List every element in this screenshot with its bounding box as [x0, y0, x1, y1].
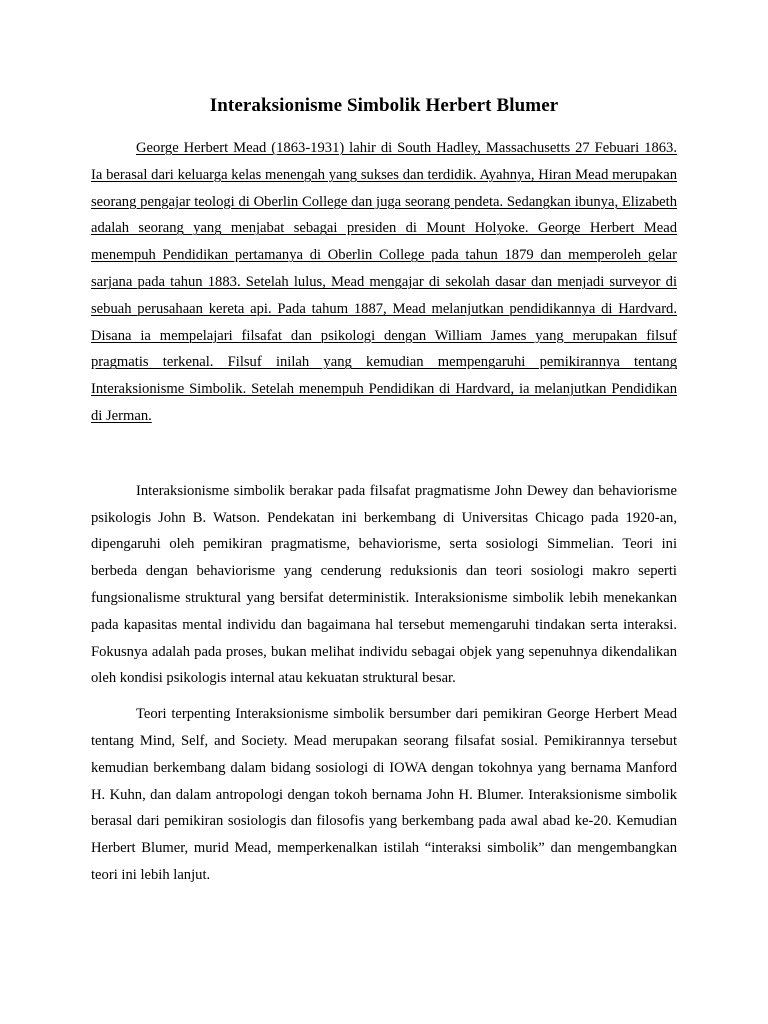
paragraph-spacer: [91, 692, 677, 701]
document-page: [91, 93, 677, 889]
paragraph-spacer: [91, 430, 677, 478]
paragraph-mead-biography: George Herbert Mead (1863-1931) lahir di South Hadley, Massachusetts 27 Febuari 1863. Ia berasal dari keluarga kelas menengah yang sukses dan terdidik. Ayahnya, Hiran Mead merupakan seorang pengajar teologi di Oberlin College dan juga seorang pendeta. Sedangkan ibunya, Elizabeth adalah seorang yang menjabat sebagai presiden di Mount Holyoke. George Herbert Mead menempuh Pendidikan pertamanya di Oberlin College pada tahun 1879 dan memperoleh gelar sarjana pada tahun 1883. Setelah lulus, Mead mengajar di sekolah dasar dan menjadi surveyor di sebuah perusahaan kereta api. Pada tahum 1887, Mead melanjutkan pendidikannya di Hardvard. Disana ia mempelajari filsafat dan psikologi dengan William James yang merupakan filsuf pragmatis terkenal. Filsuf inilah yang kemudian mempengaruhi pemikirannya tentang Interaksionisme Simbolik. Setelah menempuh Pendidikan di Hardvard, ia melanjutkan Pendidikan di Jerman.: [91, 140, 677, 424]
document-title: Interaksionisme Simbolik Herbert Blumer: [209, 95, 559, 116]
paragraph-key-theory: Teori terpenting Interaksionisme simbolik bersumber dari pemikiran George Herbert Mead tentang Mind, Self, and Society. Mead merupakan seorang filsafat sosial. Pemikirannya tersebut kemudian berkembang dalam bidang sosiologi di IOWA dengan tokohnya yang bernama Manford H. Kuhn, dan dalam antropologi dengan tokoh bernama John H. Blumer. Interaksionisme simbolik berasal dari pemikiran sosiologis dan filosofis yang berkembang pada awal abad ke-20. Kemudian Herbert Blumer, murid Mead, memperkenalkan istilah “interaksi simbolik” dan mengembangkan teori ini lebih lanjut.: [91, 706, 677, 883]
paragraph-origins: Interaksionisme simbolik berakar pada filsafat pragmatisme John Dewey dan behaviorisme psikologis John B. Watson. Pendekatan ini berkembang di Universitas Chicago pada 1920-an, dipengaruhi oleh pemikiran pragmatisme, behaviorisme, serta sosiologi Simmelian. Teori ini berbeda dengan behaviorisme yang cenderung reduksionis dan teori sosiologi makro seperti fungsionalisme struktural yang bersifat deterministik. Interaksionisme simbolik lebih menekankan pada kapasitas mental individu dan bagaimana hal tersebut memengaruhi tindakan serta interaksi. Fokusnya adalah pada proses, bukan melihat individu sebagai objek yang sepenuhnya dikendalikan oleh kondisi psikologis internal atau kekuatan struktural besar.: [91, 482, 677, 687]
